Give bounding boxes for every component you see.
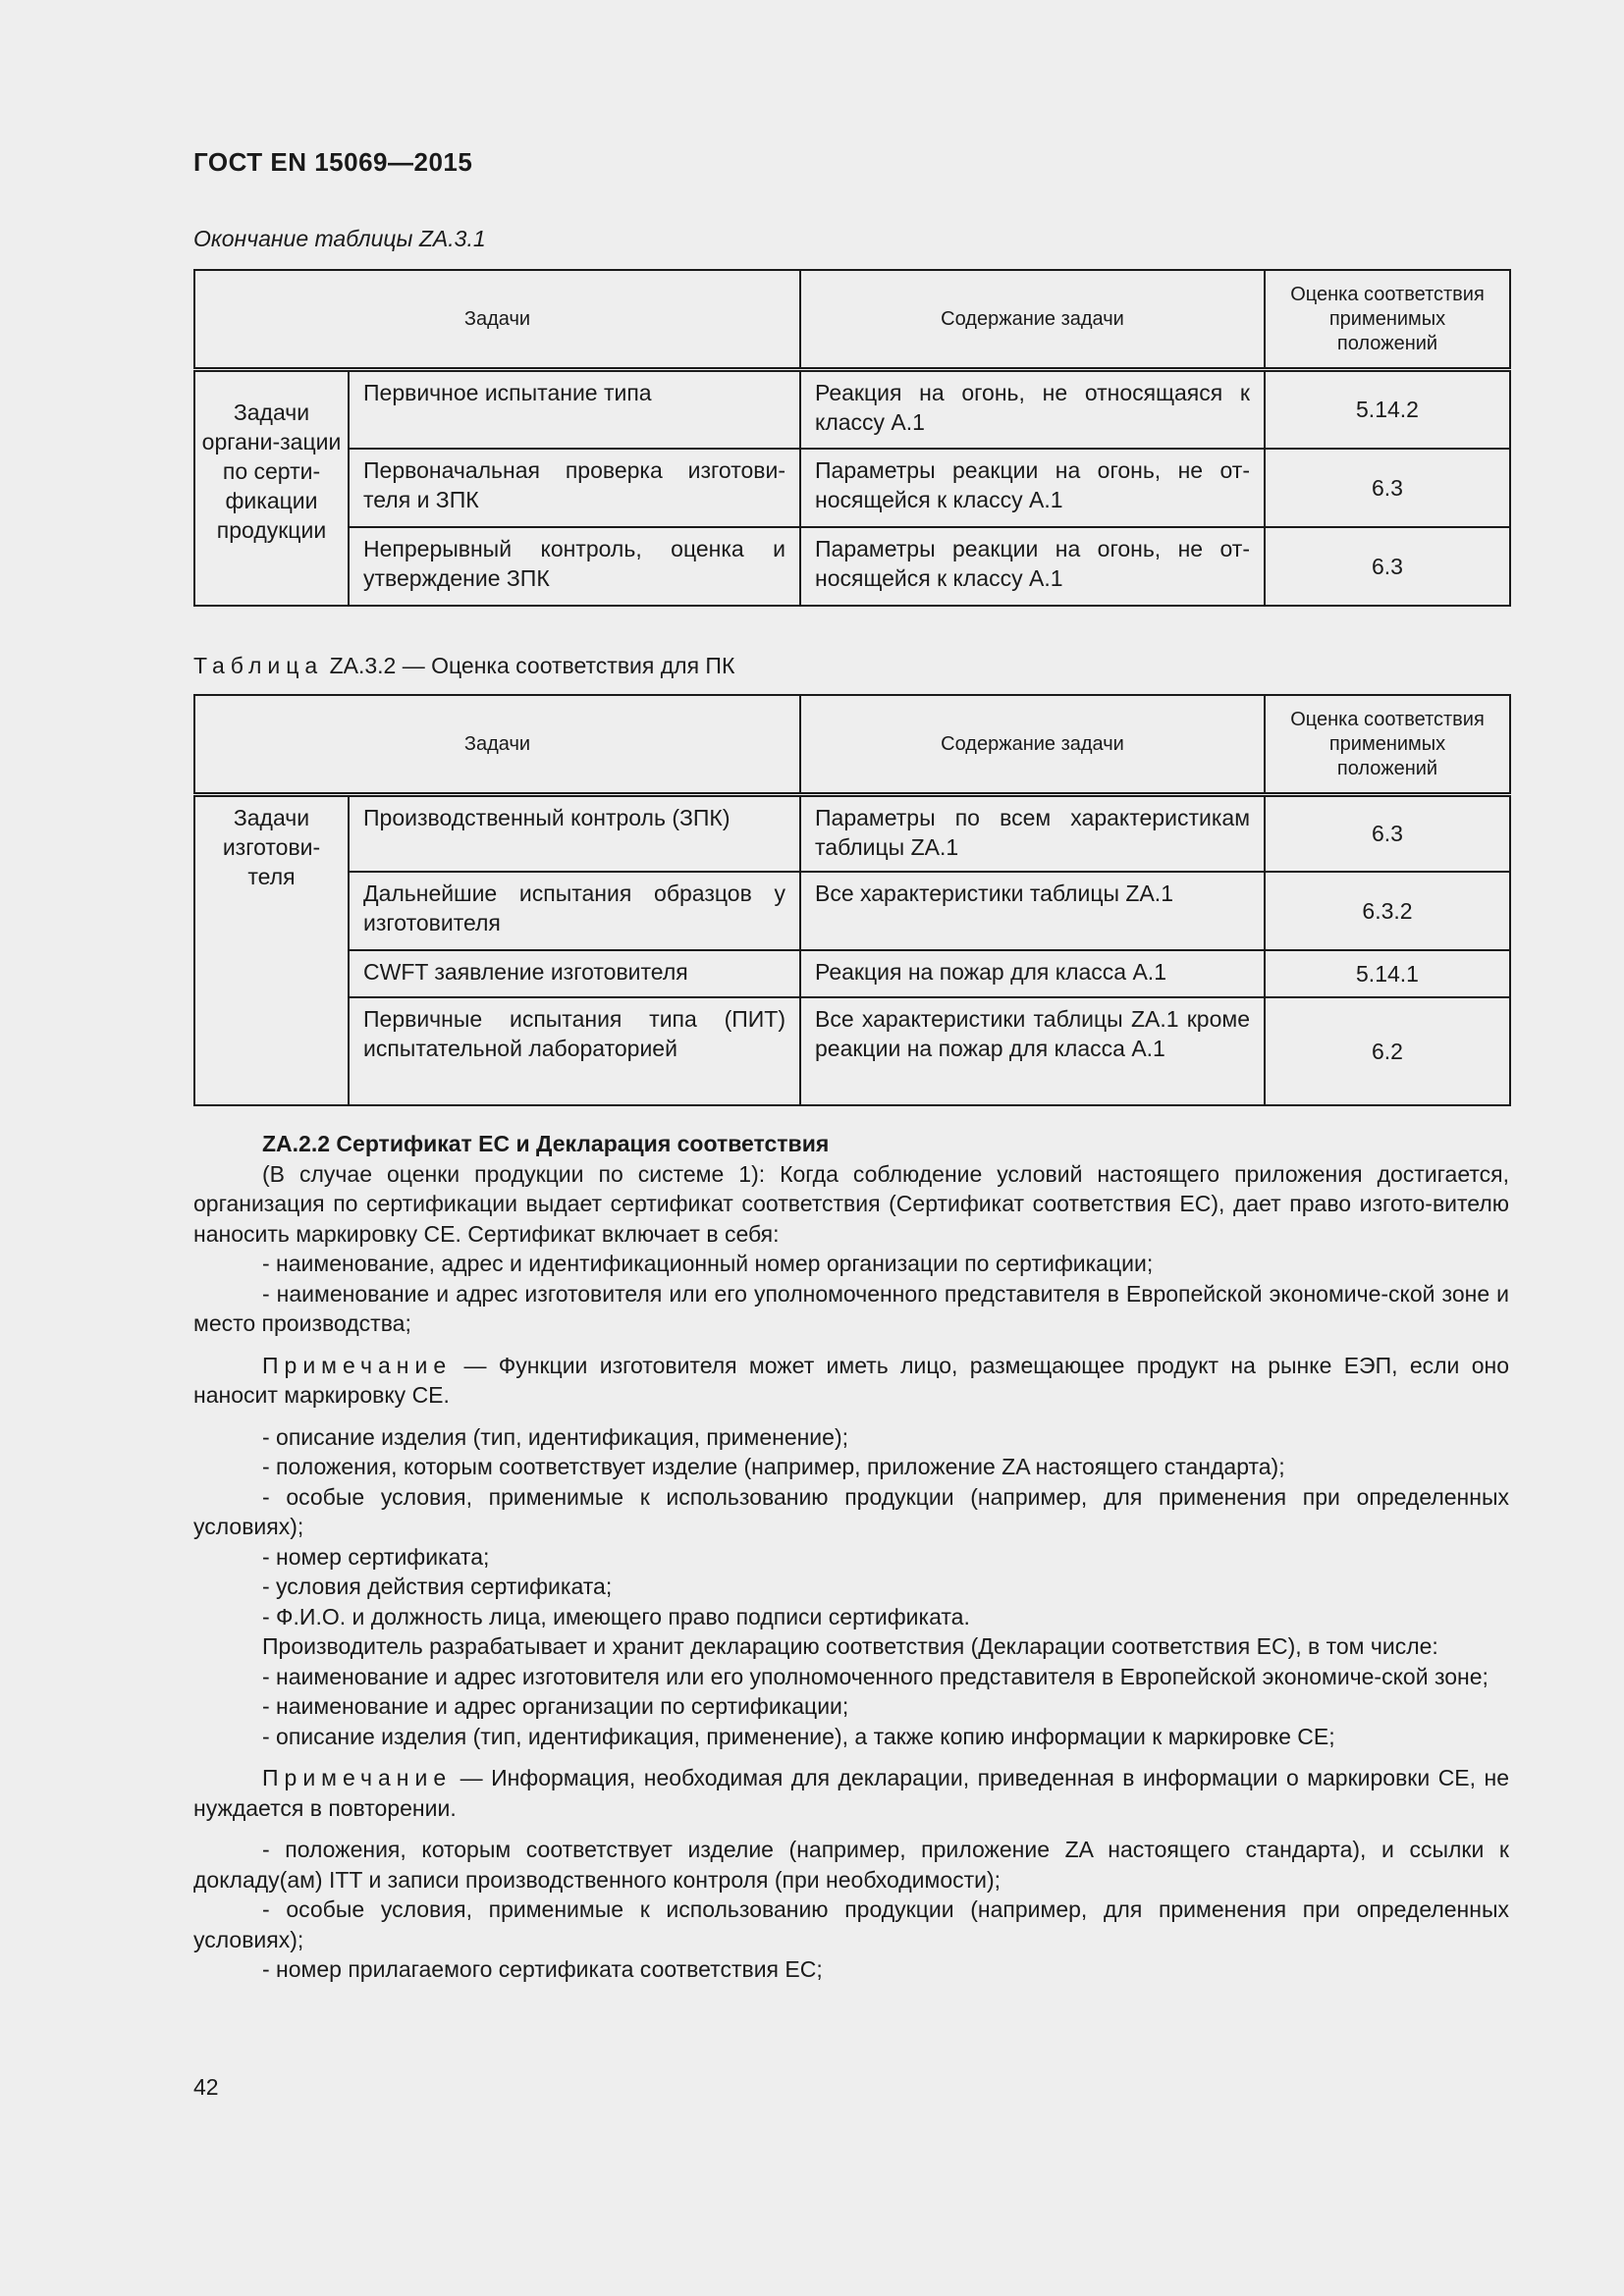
list-item: - описание изделия (тип, идентификация, применение); <box>262 1423 849 1450</box>
note-text: — Функции изготовителя может иметь лицо, размещающее продукт на рынке ЕЭП, если оно наносит маркировку СЕ. <box>193 1352 1509 1408</box>
header-tasks: Задачи <box>194 270 800 370</box>
list-item: - номер сертификата; <box>262 1543 490 1570</box>
ref-cell: 5.14.1 <box>1265 950 1510 997</box>
list-item: - описание изделия (тип, идентификация, применение), а также копию информации к маркировке СЕ; <box>262 1723 1335 1749</box>
task-cell: Первичное испытание типа <box>349 370 800 449</box>
content-cell: Все характеристики таблицы ZA.1 кроме реакции на пожар для класса А.1 <box>800 997 1265 1105</box>
list-item: - наименование и адрес изготовителя или его уполномоченного представителя в Европейской экономиче-ской зоне; <box>262 1663 1489 1689</box>
task-cell: Непрерывный контроль, оценка и утверждение ЗПК <box>349 527 800 606</box>
content-cell: Все характеристики таблицы ZA.1 <box>800 872 1265 950</box>
list-item: - номер прилагаемого сертификата соответствия ЕС; <box>262 1956 823 1982</box>
group-label: Задачи изготови-теля <box>194 795 349 1105</box>
table-row <box>194 370 1510 449</box>
task-cell: CWFT заявление изготовителя <box>349 950 800 997</box>
header-content: Содержание задачи <box>800 270 1265 370</box>
ref-cell: 5.14.2 <box>1265 370 1510 449</box>
page-number: 42 <box>193 2074 219 2100</box>
table-row <box>194 449 1510 527</box>
list-item: - наименование и адрес изготовителя или его уполномоченного представителя в Европейской экономиче-ской зоне и место производства; <box>193 1280 1509 1336</box>
table-row <box>194 795 1510 872</box>
note-1 <box>193 1351 1509 1411</box>
note-label: Примечание <box>262 1765 453 1790</box>
table-za-3-1 <box>193 269 1511 607</box>
group-label: Задачи органи-зации по серти-фикации продукции <box>194 370 349 606</box>
task-cell: Первичные испытания типа (ПИТ) испытательной лабораторией <box>349 997 800 1105</box>
list-item: - особые условия, применимые к использованию продукции (например, для применения при определенных условиях); <box>193 1483 1509 1539</box>
list-item: - положения, которым соответствует изделие (например, приложение ZA настоящего стандарта), и ссылки к докладу(ам) ITT и записи производственного контроля (при необходимости); <box>193 1837 1509 1893</box>
list-item: - особые условия, применимые к использованию продукции (например, для применения при определенных условиях); <box>193 1896 1509 1952</box>
ref-cell: 6.3 <box>1265 527 1510 606</box>
ref-cell: 6.3 <box>1265 795 1510 872</box>
document-header: ГОСТ EN 15069—2015 <box>193 147 473 177</box>
ref-cell: 6.3 <box>1265 449 1510 527</box>
table-row <box>194 527 1510 606</box>
task-cell: Дальнейшие испытания образцов у изготовителя <box>349 872 800 950</box>
list-item: - наименование и адрес организации по сертификации; <box>262 1693 849 1719</box>
header-assessment: Оценка соответствия применимых положений <box>1265 695 1510 795</box>
content-cell: Параметры реакции на огонь, не от-носящейся к классу А.1 <box>800 527 1265 606</box>
content-cell: Параметры реакции на огонь, не от-носящейся к классу А.1 <box>800 449 1265 527</box>
list-item: - положения, которым соответствует изделие (например, приложение ZA настоящего стандарта); <box>262 1454 1285 1479</box>
table2-caption-title: ZA.3.2 — Оценка соответствия для ПК <box>329 653 735 678</box>
list-item: - Ф.И.О. и должность лица, имеющего право подписи сертификата. <box>262 1603 970 1629</box>
header-content: Содержание задачи <box>800 695 1265 795</box>
ref-cell: 6.3.2 <box>1265 872 1510 950</box>
ref-cell: 6.2 <box>1265 997 1510 1105</box>
table2-caption <box>193 653 734 679</box>
note-label: Примечание <box>262 1352 453 1378</box>
note-text: — Информация, необходимая для декларации, приведенная в информации о маркировки СЕ, не нуждается в повторении. <box>193 1765 1509 1821</box>
header-assessment: Оценка соответствия применимых положений <box>1265 270 1510 370</box>
table1-caption: Окончание таблицы ZA.3.1 <box>193 226 486 251</box>
table-header-row <box>194 270 1510 370</box>
task-cell: Производственный контроль (ЗПК) <box>349 795 800 872</box>
section-intro: (В случае оценки продукции по системе 1): Когда соблюдение условий настоящего приложения достигается, организация по сертификации выдает сертификат соответствия (Сертификат соответствия ЕС), дает право изгото-вителю наносить маркировку СЕ. Сертификат включает в себя: <box>193 1160 1509 1247</box>
table-row <box>194 997 1510 1105</box>
table2-caption-prefix: Таблица <box>193 653 324 678</box>
table-row <box>194 872 1510 950</box>
table-row <box>194 950 1510 997</box>
note-2 <box>193 1763 1509 1823</box>
task-cell: Первоначальная проверка изготови-теля и ЗПК <box>349 449 800 527</box>
section-title: ZA.2.2 Сертификат ЕС и Декларация соответствия <box>262 1131 830 1156</box>
content-cell: Параметры по всем характеристикам таблицы ZA.1 <box>800 795 1265 872</box>
content-cell: Реакция на пожар для класса А.1 <box>800 950 1265 997</box>
section-za-2-2 <box>193 1129 1509 1985</box>
header-tasks: Задачи <box>194 695 800 795</box>
list-item: - наименование, адрес и идентификационный номер организации по сертификации; <box>262 1251 1154 1276</box>
list-item: - условия действия сертификата; <box>262 1574 613 1599</box>
table-za-3-2 <box>193 694 1511 1106</box>
table-header-row <box>194 695 1510 795</box>
declaration-intro: Производитель разрабатывает и хранит декларацию соответствия (Декларации соответствия ЕС), в том числе: <box>262 1633 1438 1659</box>
content-cell: Реакция на огонь, не относящаяся к классу А.1 <box>800 370 1265 449</box>
